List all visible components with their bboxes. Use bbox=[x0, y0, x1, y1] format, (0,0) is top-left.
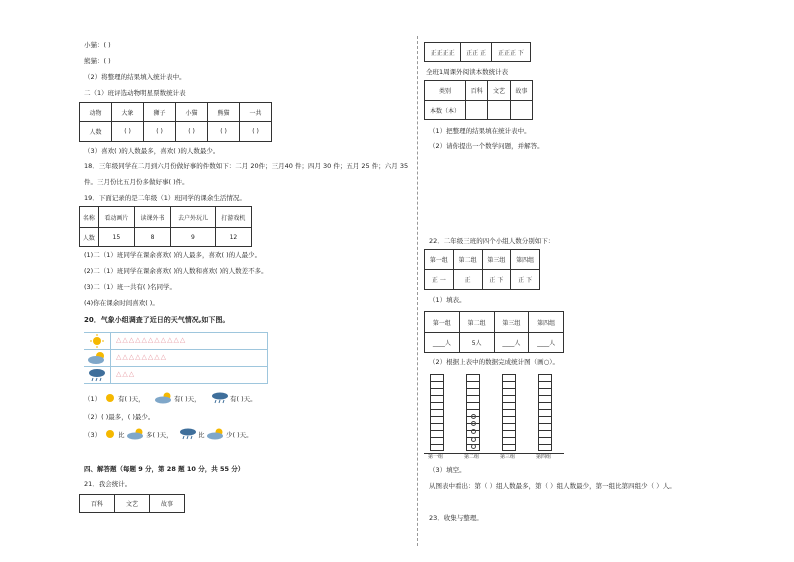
row-line bbox=[84, 366, 268, 367]
rainy-tally: △△△ bbox=[116, 370, 136, 378]
activity-header-cell: 去户外玩儿 bbox=[171, 207, 216, 228]
q22-item2: （2）根据上表中的数据完成统计图（画○）。 bbox=[429, 358, 560, 366]
animal-header-cell: 大象 bbox=[112, 103, 144, 122]
activity-value-cell: 9 bbox=[171, 228, 216, 247]
book-count-header: 故事 bbox=[510, 81, 532, 101]
book-tally-table bbox=[424, 42, 531, 62]
sunny-tally: △△△△△△△△△△△ bbox=[116, 336, 187, 344]
q21-item2: （2）请你提出一个数学问题，并解答。 bbox=[429, 142, 544, 150]
cloudy-tally: △△△△△△△△ bbox=[116, 353, 168, 361]
animal-row-label: 人数 bbox=[80, 122, 112, 142]
group-tally-header: 第四组 bbox=[511, 250, 540, 270]
q20-q1-rainy-blank: 有( )天。 bbox=[230, 395, 257, 403]
activity-header-cell: 看动画片 bbox=[98, 207, 134, 228]
q17-item2: （2）将整理的结果填入统计表中。 bbox=[84, 73, 186, 81]
weather-record bbox=[84, 332, 268, 384]
q20-title: 20．气象小组调查了近日的天气情况,如下图。 bbox=[84, 316, 230, 324]
group-tally-header: 第三组 bbox=[482, 250, 511, 270]
sunny-icon bbox=[102, 392, 118, 404]
q21-title: 21．我会统计。 bbox=[84, 480, 132, 488]
q17-cat-line: 小猫：( ) bbox=[84, 41, 111, 49]
group-count-cell: ____人 bbox=[529, 333, 564, 353]
book-header-cell: 故事 bbox=[150, 495, 185, 513]
column-line bbox=[267, 332, 268, 384]
activity-header-cell: 打游戏机 bbox=[215, 207, 251, 228]
q22-fill: 从图表中看出：第（ ）组人数最多，第（ ）组人数最少，第一组比第四组少（ ）人。 bbox=[429, 482, 676, 490]
activity-value-cell: 8 bbox=[134, 228, 170, 247]
animal-vote-table bbox=[79, 102, 272, 142]
chart-circle-mark bbox=[471, 414, 476, 419]
chart-category-label: 第一组 bbox=[428, 454, 444, 460]
group-stat-chart bbox=[424, 370, 564, 460]
q20-q1-cloudy-blank: 有( )天， bbox=[174, 395, 201, 403]
q22-title: 22．二年级三班的四个小组人数分别如下： bbox=[429, 237, 555, 245]
tally-cell: 正正正 下 bbox=[491, 43, 530, 62]
row-line bbox=[84, 349, 268, 350]
cloudy-icon bbox=[206, 428, 226, 440]
activity-value-cell: 12 bbox=[215, 228, 251, 247]
group-count-header: 第一组 bbox=[425, 312, 460, 333]
book-header-cell: 文艺 bbox=[115, 495, 150, 513]
animal-blank-cell: ( ) bbox=[112, 122, 144, 142]
chart-circle-mark bbox=[471, 429, 476, 434]
book-table-title: 全班1周课外阅读本数统计表 bbox=[426, 68, 509, 76]
sunny-icon bbox=[87, 334, 107, 348]
q20-q1-sunny-blank: 有( )天， bbox=[118, 395, 145, 403]
rainy-icon bbox=[87, 368, 107, 382]
sunny-icon bbox=[102, 428, 118, 440]
animal-blank-cell: ( ) bbox=[208, 122, 240, 142]
q20-q3-less-blank: 少( )天。 bbox=[226, 431, 253, 439]
group-tally-header: 第二组 bbox=[453, 250, 482, 270]
book-count-header: 百科 bbox=[466, 81, 488, 101]
book-count-row-label: 本数（本） bbox=[425, 101, 466, 120]
section-4-heading: 四、解答题（每题 9 分，第 28 题 10 分，共 55 分） bbox=[84, 465, 245, 473]
group-tally-header: 第一组 bbox=[425, 250, 454, 270]
group-tally-cell: 正 下 bbox=[511, 270, 540, 290]
animal-header-cell: 熊猫 bbox=[208, 103, 240, 122]
animal-blank-cell: ( ) bbox=[240, 122, 272, 142]
chart-category-label: 第二组 bbox=[464, 454, 480, 460]
row-line bbox=[84, 332, 268, 333]
book-count-blank bbox=[488, 101, 510, 120]
q18-line2: 件。三月份比五月份多做好事( )件。 bbox=[84, 178, 189, 186]
q20-q3-more-blank: 多( )天， bbox=[146, 431, 173, 439]
rainy-icon bbox=[178, 428, 198, 440]
q19-item1: (1)二（1）班同学在课余喜欢( )的人最多，喜欢( )的人最少。 bbox=[84, 251, 262, 259]
q20-q3-compare2: 比 bbox=[198, 431, 205, 439]
cloudy-icon bbox=[154, 392, 174, 404]
q20-q1-label: （1） bbox=[84, 395, 102, 403]
animal-blank-cell: ( ) bbox=[176, 122, 208, 142]
group-count-header: 第三组 bbox=[494, 312, 529, 333]
row-line bbox=[84, 383, 268, 384]
q23-title: 23．收集与整理。 bbox=[429, 514, 483, 522]
q19-item2: (2)二（1）班同学在课余喜欢( )的人数和喜欢( )的人数差不多。 bbox=[84, 267, 268, 275]
group-count-cell: ____人 bbox=[494, 333, 529, 353]
tally-cell: 正正正正 bbox=[425, 43, 461, 62]
activity-header-cell: 名称 bbox=[80, 207, 99, 228]
rainy-icon bbox=[210, 392, 230, 404]
chart-column[interactable] bbox=[430, 374, 444, 451]
chart-circle-mark bbox=[471, 437, 476, 442]
group-tally-cell: 正 下 bbox=[482, 270, 511, 290]
q19-item4: (4)你在课余时间喜欢( )。 bbox=[84, 299, 159, 307]
activity-header-cell: 读课外书 bbox=[134, 207, 170, 228]
book-count-header: 类别 bbox=[425, 81, 466, 101]
group-tally-cell: 正 一 bbox=[425, 270, 454, 290]
q17-item3: （3）喜欢( )的人数最多，喜欢( )的人数最少。 bbox=[84, 147, 220, 155]
q19-item3: (3)二（1）班一共有( )名同学。 bbox=[84, 283, 176, 291]
q17-panda-line: 熊猫：( ) bbox=[84, 57, 111, 65]
animal-header-cell: 小猫 bbox=[176, 103, 208, 122]
chart-column[interactable] bbox=[538, 374, 552, 451]
book-header-cell: 百科 bbox=[80, 495, 115, 513]
q22-item3: （3）填空。 bbox=[429, 466, 466, 474]
group-tally-cell: 正 bbox=[453, 270, 482, 290]
chart-category-label: 第三组 bbox=[500, 454, 516, 460]
q22-item1: （1）填表。 bbox=[429, 296, 466, 304]
animal-blank-cell: ( ) bbox=[144, 122, 176, 142]
q18-line1: 18．三年级同学在二月到六月份做好事的件数如下：二月 20件；三月40 件；四月 30 件；五月 25 件；六月 35 bbox=[84, 162, 409, 170]
q19-title: 19．下面记录的是二年级（1）班同学的课余生活情况。 bbox=[84, 194, 246, 202]
animal-header-cell: 狮子 bbox=[144, 103, 176, 122]
column-line bbox=[110, 332, 111, 384]
group-tally-table bbox=[424, 249, 540, 290]
book-count-blank bbox=[510, 101, 532, 120]
q20-q2: （2）( )最多，( )最少。 bbox=[84, 413, 155, 421]
activity-row-label: 人数 bbox=[80, 228, 99, 247]
activity-table bbox=[79, 206, 252, 247]
book-count-blank bbox=[466, 101, 488, 120]
chart-column[interactable] bbox=[502, 374, 516, 451]
group-count-cell: ____人 bbox=[425, 333, 460, 353]
cloudy-icon bbox=[87, 351, 107, 365]
q20-q3-compare1: 比 bbox=[118, 431, 125, 439]
page-divider bbox=[417, 36, 418, 546]
book-count-header: 文艺 bbox=[488, 81, 510, 101]
chart-circle-mark bbox=[471, 444, 476, 449]
animal-header-cell: 一共 bbox=[240, 103, 272, 122]
chart-category-label: 第四组 bbox=[536, 454, 552, 460]
tally-cell: 正正 正 bbox=[461, 43, 491, 62]
activity-value-cell: 15 bbox=[98, 228, 134, 247]
group-count-table bbox=[424, 311, 564, 353]
group-count-header: 第四组 bbox=[529, 312, 564, 333]
book-count-table bbox=[424, 80, 533, 120]
q20-q3-label: （3） bbox=[84, 431, 102, 439]
q21-item1: （1）把整理的结果填在统计表中。 bbox=[429, 127, 531, 135]
group-count-cell: 5人 bbox=[459, 333, 494, 353]
animal-header-cell: 动物 bbox=[80, 103, 112, 122]
cloudy-icon bbox=[126, 428, 146, 440]
book-category-table bbox=[79, 494, 185, 513]
chart-circle-mark bbox=[471, 421, 476, 426]
group-count-header: 第二组 bbox=[459, 312, 494, 333]
q17-table-title: 二（1）班评选动物明星票数统计表 bbox=[84, 89, 186, 97]
